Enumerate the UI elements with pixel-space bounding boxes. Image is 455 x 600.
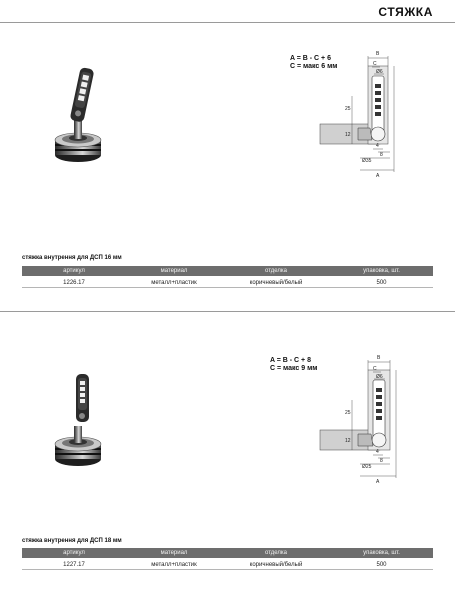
- column-header-packaging: упаковка, шт.: [363, 268, 400, 274]
- dim-c: C: [373, 366, 377, 372]
- dim-d6: Ø6: [376, 69, 383, 75]
- formula-line-1: A = B - C + 8: [270, 357, 311, 364]
- column-header-packaging: упаковка, шт.: [363, 550, 400, 556]
- dim-h25: 25: [345, 106, 351, 112]
- dim-a: A: [376, 479, 380, 485]
- dim-b: B: [376, 51, 380, 57]
- table-row: [22, 560, 433, 570]
- column-header-finish: отделка: [265, 268, 287, 274]
- column-header-material: материал: [160, 550, 188, 556]
- dim-c: C: [373, 61, 377, 67]
- column-header-finish: отделка: [265, 550, 287, 556]
- cell-material: металл+пластик: [151, 561, 197, 568]
- dim-h12: 12: [345, 132, 351, 138]
- table-title: стяжка внутрення для ДСП 18 мм: [22, 538, 122, 544]
- dim-h25: 25: [345, 410, 351, 416]
- cell-packaging: 500: [376, 279, 387, 286]
- dim-a: A: [376, 173, 380, 179]
- table-title: стяжка внутрення для ДСП 16 мм: [22, 255, 122, 261]
- technical-drawing: [318, 46, 414, 181]
- column-header-material: материал: [160, 268, 188, 274]
- table-row: [22, 278, 433, 288]
- connector-product-image: [45, 60, 115, 165]
- cell-finish: коричневый/белый: [249, 279, 303, 286]
- dim-h12: 12: [345, 438, 351, 444]
- formula-line-1: A = B - C + 6: [290, 55, 331, 62]
- dim-d35: Ø35: [362, 158, 372, 164]
- formula-line-2: C = макс 6 мм: [290, 63, 338, 70]
- dim-v8: 8: [380, 152, 383, 158]
- column-header-article: артикул: [63, 550, 85, 556]
- dim-d6: Ø6: [376, 374, 383, 380]
- connector-product-image: [45, 364, 115, 469]
- cell-material: металл+пластик: [151, 279, 197, 286]
- table-header: [22, 548, 433, 558]
- dim-d25: Ø25: [362, 464, 372, 470]
- cell-article: 1226.17: [63, 279, 85, 286]
- formula-line-2: C = макс 9 мм: [270, 365, 318, 372]
- formula: [270, 357, 317, 373]
- cell-article: 1227.17: [63, 561, 85, 568]
- dim-v8: 8: [380, 458, 383, 464]
- technical-drawing: [318, 352, 414, 487]
- table-header: [22, 266, 433, 276]
- cell-finish: коричневый/белый: [249, 561, 303, 568]
- column-header-article: артикул: [63, 268, 85, 274]
- dim-v4: 4: [376, 143, 379, 149]
- cell-packaging: 500: [376, 561, 387, 568]
- dim-v4: 4: [376, 449, 379, 455]
- dim-b: B: [377, 355, 381, 361]
- product-section-2: [0, 312, 455, 600]
- page-title: СТЯЖКА: [378, 5, 433, 19]
